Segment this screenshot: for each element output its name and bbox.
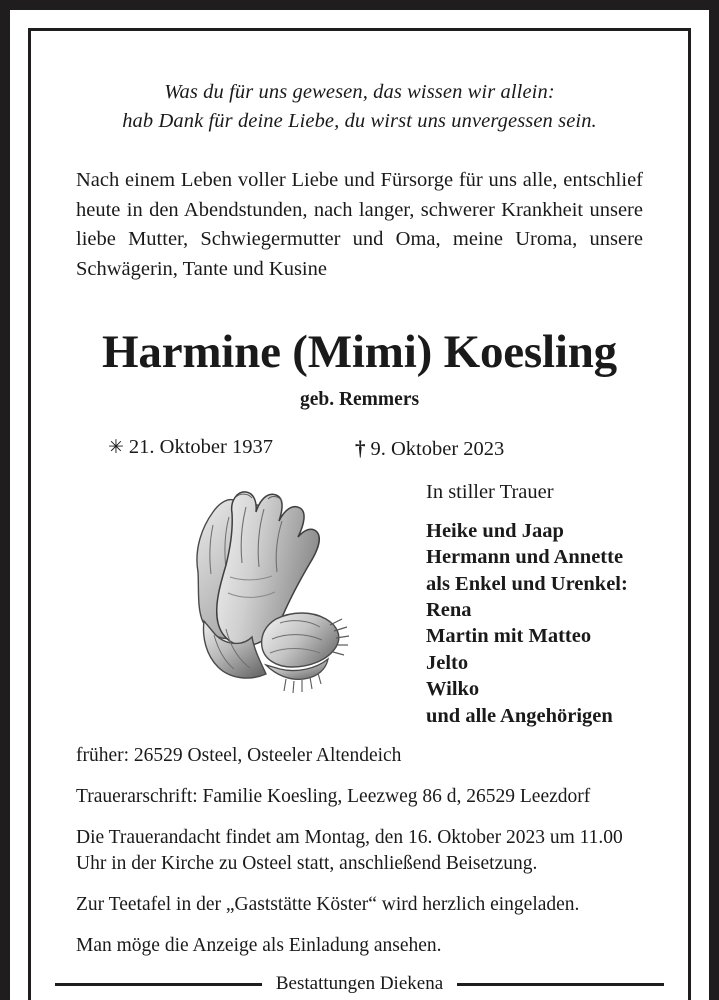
- condolence-address: Trauerarschrift: Familie Koesling, Leezweg 86 d, 26529 Leezdorf: [76, 786, 591, 808]
- list-item: Jelto: [426, 651, 469, 674]
- list-item: Heike und Jaap: [426, 519, 564, 542]
- deceased-name: Harmine (Mimi) Koesling: [102, 326, 617, 379]
- reception-info: Zur Teetafel in der „Gaststätte Köster“ wird herzlich eingeladen.: [76, 893, 580, 915]
- life-dates: [76, 436, 643, 461]
- list-item: Rena: [426, 598, 472, 621]
- illustration-and-mourners: [76, 477, 643, 730]
- list-item: und alle Angehörigen: [426, 704, 613, 727]
- list-item: Wilko: [426, 678, 480, 701]
- former-address: früher: 26529 Osteel, Osteeler Altendeich: [76, 745, 402, 767]
- mourning-heading: In stiller Trauer: [426, 480, 554, 503]
- service-info: Die Trauerandacht findet am Montag, den 16. Oktober 2023 um 11.00 Uhr in der Kirche zu Osteel statt, anschließend Beisetzung.: [76, 826, 623, 874]
- maiden-name: geb. Remmers: [299, 388, 420, 410]
- inner-frame: [28, 28, 691, 1000]
- notice-content: [52, 52, 667, 1000]
- list-item: als Enkel und Urenkel:: [426, 572, 628, 595]
- death-date-text: 9. Oktober 2023: [370, 437, 505, 460]
- intro-paragraph: Nach einem Leben voller Liebe und Fürsorge für uns alle, entschlief heute in den Abendstunden, nach langer, schwerer Krankheit unsere liebe Mutter, Schwiegermutter und Oma, meine Uroma, unsere Schwägerin, Tante und Kusine: [76, 169, 643, 280]
- mourners-column: [426, 477, 643, 730]
- asterisk-birth-symbol: ✳: [108, 436, 124, 458]
- death-date: [355, 436, 504, 461]
- list-item: Martin mit Matteo: [426, 625, 592, 648]
- footer-rule-right: [457, 983, 664, 986]
- birth-date: [108, 436, 355, 461]
- invitation-note: Man möge die Anzeige als Einladung ansehen.: [76, 934, 442, 956]
- list-item: Hermann und Annette: [426, 546, 624, 569]
- service-details: [76, 743, 643, 959]
- verse-line-2: hab Dank für deine Liebe, du wirst uns unvergessen sein.: [122, 110, 597, 133]
- outer-frame: [10, 10, 709, 1000]
- mourners-list: [426, 518, 643, 730]
- footer-rule-left: [55, 983, 262, 986]
- funeral-home-name: Bestattungen Diekena: [275, 973, 444, 994]
- memorial-verse: [76, 78, 643, 136]
- dagger-death-symbol: †: [355, 435, 366, 460]
- funeral-home-footer: [55, 973, 664, 995]
- verse-line-1: Was du für uns gewesen, das wissen wir allein:: [164, 81, 555, 103]
- praying-hands-illustration: [180, 477, 362, 699]
- illustration-column: [76, 477, 426, 699]
- birth-date-text: 21. Oktober 1937: [128, 435, 273, 458]
